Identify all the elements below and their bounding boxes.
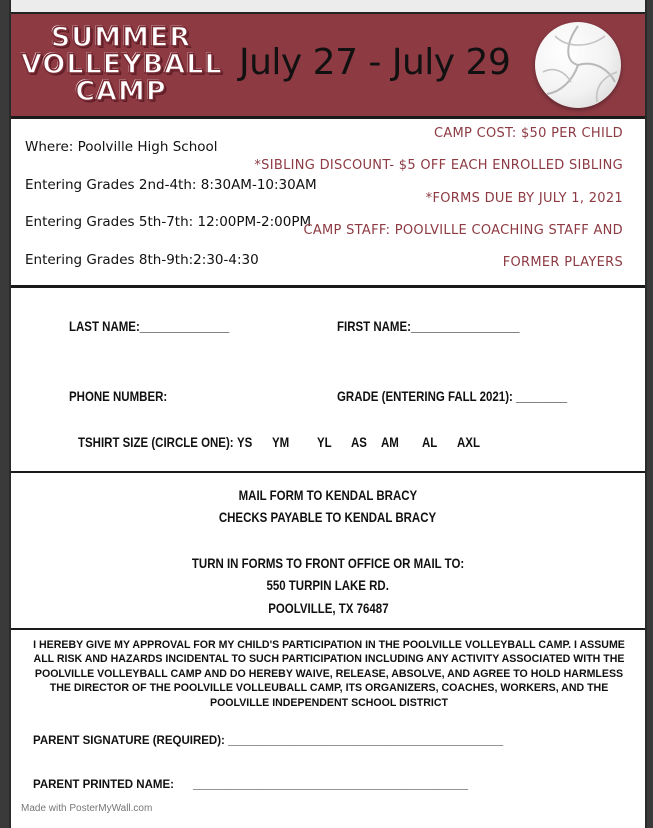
title-line-camp: CAMP	[75, 76, 167, 107]
camp-info-section	[11, 119, 645, 288]
parent-printed-name-line[interactable]: ___________________________________________	[193, 779, 469, 791]
phone-number-field[interactable]: PHONE NUMBER:	[69, 388, 168, 404]
camp-staff-line2: FORMER PLAYERS	[502, 255, 623, 271]
forms-due: *FORMS DUE BY JULY 1, 2021	[425, 190, 623, 206]
location-text: Where: Poolville High School	[25, 139, 218, 155]
title-line-volleyball: VOLLEYBALL	[21, 49, 223, 80]
camp-dates: July 27 - July 29	[239, 42, 511, 83]
size-option-am[interactable]: AM	[381, 434, 399, 450]
header-banner	[11, 14, 645, 119]
top-strip	[11, 0, 645, 14]
schedule-grades-8-9: Entering Grades 8th-9th:2:30-4:30	[25, 251, 259, 268]
size-option-axl[interactable]: AXL	[457, 434, 480, 450]
parent-signature-field[interactable]: PARENT SIGNATURE (REQUIRED): ___________________________________________	[33, 735, 504, 747]
parent-printed-name-label: PARENT PRINTED NAME:	[33, 779, 174, 791]
tshirt-size-label: TSHIRT SIZE (CIRCLE ONE):	[78, 434, 234, 450]
grade-field[interactable]: GRADE (ENTERING FALL 2021): ________	[337, 388, 568, 404]
camp-staff-line1: CAMP STAFF: POOLVILLE COACHING STAFF AND	[303, 222, 623, 238]
checks-payable-line: CHECKS PAYABLE TO KENDAL BRACY	[219, 509, 437, 525]
camp-cost: CAMP COST: $50 PER CHILD	[433, 126, 623, 141]
flyer-poster	[9, 0, 647, 828]
first-name-field[interactable]: FIRST NAME:_________________	[337, 318, 520, 334]
schedule-grades-5-7: Entering Grades 5th-7th: 12:00PM-2:00PM	[25, 214, 312, 230]
mail-to-line: MAIL FORM TO KENDAL BRACY	[238, 487, 418, 503]
address-street: 550 TURPIN LAKE RD.	[266, 577, 390, 593]
size-option-ys[interactable]: YS	[237, 434, 253, 450]
title-line-summer: SUMMER	[50, 22, 192, 53]
size-option-ym[interactable]: YM	[272, 434, 290, 450]
schedule-grades-2-4: Entering Grades 2nd-4th: 8:30AM-10:30AM	[25, 176, 317, 193]
mailing-instructions	[11, 473, 645, 630]
volleyball-icon	[535, 22, 621, 108]
last-name-field[interactable]: LAST NAME:______________	[69, 318, 230, 334]
sibling-discount: *SIBLING DISCOUNT- $5 OFF EACH ENROLLED SIBLING	[254, 158, 623, 174]
camp-details	[254, 123, 623, 284]
size-option-as[interactable]: AS	[351, 434, 367, 450]
turn-in-line: TURN IN FORMS TO FRONT OFFICE OR MAIL TO:	[191, 555, 465, 571]
made-with-credit: Made with PosterMyWall.com	[21, 803, 153, 814]
camp-title	[21, 24, 221, 105]
waiver-text: I HEREBY GIVE MY APPROVAL FOR MY CHILD'S PARTICIPATION IN THE POOLVILLE VOLLEYBALL CAMP. I ASSUME ALL RISK AND HAZARDS INCIDENTAL TO SUCH PARTICIPATION INCLUDING ANY ACTIVITY ASSOCIATED WITH THE POOLVILLE VOLLEYBALL CAMP AND DO HEREBY WAIVE, RELEASE, ABSOLVE, AND AGREE TO HOLD HARMLESS THE DIRECTOR OF THE POOLVILLE VOLLEUBALL CAMP, ITS ORGANIZERS, COACHES, WORKERS, AND THE POOLVILLE INDEPENDENT SCHOOL DISTRICT	[33, 639, 625, 709]
address-city: POOLVILLE, TX 76487	[267, 600, 389, 616]
size-option-al[interactable]: AL	[422, 434, 438, 450]
size-option-yl[interactable]: YL	[317, 434, 332, 450]
registration-fields	[11, 288, 645, 473]
